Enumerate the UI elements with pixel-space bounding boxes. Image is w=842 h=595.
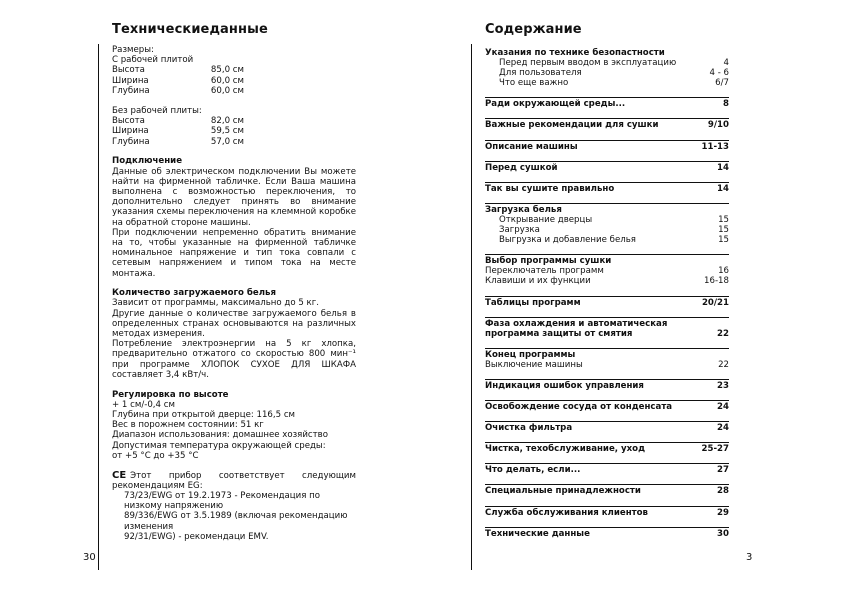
toc-entry-page: 22: [717, 328, 729, 339]
toc-section: [485, 296, 729, 317]
toc-entry-page: [723, 256, 729, 266]
toc-entry-label: Чистка, техобслуживание, уход: [485, 444, 646, 455]
ce-mark-icon: CE: [112, 469, 127, 481]
page-title: Техническиеданные: [112, 22, 268, 37]
connection-heading: Подключение: [112, 156, 183, 167]
toc-entry-page: 9/10: [707, 120, 729, 131]
without-top-rows: [112, 116, 356, 147]
toc-entry[interactable]: [485, 276, 729, 286]
dimension-label: Ширина: [112, 75, 149, 86]
toc-entry[interactable]: [485, 360, 729, 370]
dimension-row: [112, 137, 356, 147]
toc-entry-label: Таблицы программ: [485, 297, 581, 308]
with-top-rows: [112, 65, 356, 96]
dimension-value: 59,5 см: [210, 126, 244, 137]
dimension-value: 82,0 см: [210, 116, 244, 127]
toc-section: [485, 161, 729, 182]
toc-entry-label: Важные рекомендации для сушки: [485, 120, 659, 131]
right-page: [421, 0, 842, 595]
toc-entry-page: 8: [723, 99, 729, 110]
ce-item: 73/23/EWG от 19.2.1973 - Рекомендация по низкому напряжению: [124, 490, 321, 512]
connection-section: [112, 156, 356, 278]
toc-entry[interactable]: [485, 256, 729, 266]
dimensions-heading: Размеры:: [112, 45, 154, 55]
toc-entry-page: [723, 319, 729, 329]
dimension-value: 85,0 см: [210, 65, 244, 76]
toc-entry-page: 15: [718, 214, 729, 225]
toc-section: [485, 484, 729, 505]
toc-entry[interactable]: [485, 444, 729, 454]
toc-entry[interactable]: [485, 266, 729, 276]
toc-entry[interactable]: [485, 120, 729, 130]
ce-intro: [112, 471, 356, 491]
toc-entry-page: 15: [718, 235, 729, 246]
ce-item: 89/336/EWG от 3.5.1989 (включая рекомендацию изменения: [124, 511, 348, 532]
dimension-row: [112, 76, 356, 86]
toc-section: [485, 140, 729, 161]
toc-entry-label: Выключение машины: [485, 359, 583, 370]
toc-section: [485, 317, 729, 348]
toc-entry-label: Выгрузка и добавление белья: [499, 235, 636, 246]
toc-entry-label: Что делать, если...: [485, 465, 581, 476]
load-text-2: Другие данные о количестве загружаемого белья в определенных странах основываются на различных методах измерения.: [112, 308, 356, 340]
toc-section: [485, 118, 729, 139]
dimension-row: [112, 126, 356, 136]
toc-entry[interactable]: [485, 402, 729, 412]
toc-entry-label: Ради окружающей среды...: [485, 99, 626, 110]
dimension-row: [112, 86, 356, 96]
toc-entry-page: 28: [717, 486, 729, 497]
toc-entry-page: [723, 48, 729, 58]
toc-entry-page: 16: [718, 266, 729, 277]
height-adjust-section: [112, 390, 356, 461]
toc-entry-label: Индикация ошибок управления: [485, 380, 644, 391]
toc-entry[interactable]: [485, 58, 729, 68]
toc-entry-page: 4: [723, 58, 729, 69]
height-adjust-line: Глубина при открытой дверце: 116,5 см: [112, 410, 296, 420]
toc-entry-page: 20/21: [701, 297, 729, 308]
toc-entry[interactable]: [485, 78, 729, 88]
toc-entry[interactable]: [485, 225, 729, 235]
with-top-label: С рабочей плитой: [112, 55, 194, 66]
toc-entry-label: Фаза охлаждения и автоматическая: [485, 318, 668, 329]
toc-entry-label: программа защиты от смятия: [485, 328, 633, 339]
dimensions-section: [112, 45, 356, 147]
toc-entry-label: Специальные принадлежности: [485, 486, 641, 497]
toc-entry[interactable]: [485, 350, 729, 360]
toc-entry-label: Так вы сушите правильно: [485, 183, 615, 194]
dimension-row: [112, 65, 356, 75]
toc-entry[interactable]: [485, 142, 729, 152]
ce-intro-text: Этот прибор соответствует следующим рекомендациям EG:: [112, 470, 356, 491]
toc-entry-page: 27: [717, 465, 729, 476]
toc-entry[interactable]: [485, 184, 729, 194]
toc-entry-page: 23: [717, 380, 729, 391]
height-adjust-heading: Регулировка по высоте: [112, 389, 229, 400]
toc-entry-label: Переключатель программ: [485, 266, 604, 277]
toc-entry[interactable]: [485, 298, 729, 308]
toc-entry-page: 29: [717, 507, 729, 518]
toc-entry[interactable]: [485, 465, 729, 475]
toc-entry-label: Что еще важно: [499, 78, 569, 89]
load-section: [112, 288, 356, 380]
dimension-label: Глубина: [112, 136, 150, 147]
page-title: Содержание: [485, 22, 582, 37]
toc-entry-page: 14: [717, 183, 729, 194]
load-text-1: Зависит от программы, максимально до 5 кг.: [112, 298, 319, 309]
toc-entry-label: Освобождение сосуда от конденсата: [485, 402, 673, 413]
connection-text-2: При подключении непременно обратить внимание на то, чтобы указанные на фирменной табличке номинальное напряжение и тип тока совпали с сетевым напряжением и типом тока на месте монтажа.: [112, 227, 356, 279]
toc-entry-page: 6/7: [715, 78, 729, 89]
table-of-contents: [485, 47, 729, 548]
toc-entry-page: [723, 350, 729, 360]
toc-entry-page: 11-13: [701, 141, 729, 152]
toc-section: [485, 182, 729, 203]
toc-entry[interactable]: [485, 508, 729, 518]
toc-entry-page: 24: [717, 402, 729, 413]
toc-entry[interactable]: [485, 319, 729, 329]
page-number: 30: [83, 552, 96, 563]
toc-section: [485, 47, 729, 97]
toc-entry-page: [723, 205, 729, 215]
toc-entry[interactable]: [485, 529, 729, 539]
dimension-label: Глубина: [112, 85, 150, 96]
toc-section: [485, 463, 729, 484]
dimension-label: Высота: [112, 65, 145, 76]
load-heading: Количество загружаемого белья: [112, 288, 276, 299]
toc-entry-label: Загрузка: [499, 225, 540, 236]
toc-entry-label: Открывание дверцы: [499, 214, 593, 225]
height-adjust-line: + 1 см/-0,4 см: [112, 399, 175, 410]
toc-section: [485, 506, 729, 527]
dimension-label: Ширина: [112, 126, 149, 137]
load-text-3: Потребление электроэнергии на 5 кг хлопка, предварительно отжатого со скоростью 800 мин⁻¹ при программе ХЛОПОК СУХОЕ ДЛЯ ШКАФА составляет 3,4 кВт/ч.: [112, 339, 356, 380]
toc-section: [485, 203, 729, 254]
toc-section: [485, 400, 729, 421]
toc-entry-page: 14: [717, 162, 729, 173]
dimension-row: [112, 116, 356, 126]
toc-section: [485, 421, 729, 442]
toc-entry[interactable]: [485, 381, 729, 391]
toc-entry-page: 25-27: [701, 444, 729, 455]
dimension-label: Высота: [112, 116, 145, 127]
height-adjust-line: Диапазон использования: домашнее хозяйство: [112, 430, 328, 441]
toc-entry[interactable]: [485, 235, 729, 245]
tech-data-content: [112, 45, 356, 551]
toc-entry-label: Указания по технике безопастности: [485, 48, 665, 58]
vertical-rule: [98, 44, 99, 570]
toc-entry-page: 16-18: [704, 276, 729, 287]
toc-entry-page: 30: [717, 528, 729, 539]
toc-entry[interactable]: [485, 215, 729, 225]
toc-section: [485, 254, 729, 295]
toc-entry[interactable]: [485, 48, 729, 58]
toc-section: [485, 97, 729, 118]
toc-entry-page: 22: [718, 359, 729, 370]
toc-entry[interactable]: [485, 68, 729, 78]
page-number: 3: [746, 552, 753, 563]
toc-entry-label: Перед сушкой: [485, 162, 558, 173]
dimension-value: 60,0 см: [210, 85, 244, 96]
toc-entry[interactable]: [485, 205, 729, 215]
toc-entry-label: Служба обслуживания клиентов: [485, 507, 648, 518]
toc-entry[interactable]: [485, 423, 729, 433]
dimension-value: 57,0 см: [210, 136, 244, 147]
height-adjust-line: от +5 °C до +35 °C: [112, 450, 199, 461]
toc-entry[interactable]: [485, 163, 729, 173]
toc-entry-label: Выбор программы сушки: [485, 256, 612, 267]
toc-section: [485, 379, 729, 400]
toc-entry-page: 24: [717, 423, 729, 434]
ce-section: [112, 471, 356, 542]
toc-entry-label: Клавиши и их функции: [485, 276, 591, 287]
toc-entry-label: Конец программы: [485, 349, 576, 360]
toc-section: [485, 527, 729, 548]
ce-item: 92/31/EWG) - рекомендаци EMV.: [124, 531, 269, 542]
toc-entry-label: Для пользователя: [499, 68, 582, 79]
dimension-value: 60,0 см: [210, 75, 244, 86]
toc-entry-label: Технические данные: [485, 528, 590, 539]
toc-entry-page: 4 - 6: [709, 68, 729, 79]
toc-entry[interactable]: [485, 329, 729, 339]
toc-entry[interactable]: [485, 486, 729, 496]
without-top-label: Без рабочей плиты:: [112, 106, 202, 117]
toc-entry-label: Очистка фильтра: [485, 423, 573, 434]
toc-entry-page: 15: [718, 225, 729, 236]
toc-entry-label: Перед первым вводом в эксплуатацию: [499, 58, 677, 69]
toc-section: [485, 348, 729, 379]
height-adjust-line: Допустимая температура окружающей среды:: [112, 440, 326, 451]
height-adjust-line: Вес в порожнем состоянии: 51 кг: [112, 420, 264, 431]
vertical-rule: [471, 44, 472, 570]
toc-entry-label: Загрузка белья: [485, 204, 562, 215]
toc-entry-label: Описание машины: [485, 141, 578, 152]
connection-text-1: Данные об электрическом подключении Вы можете найти на фирменной табличке. Если Ваша машина выполнена с возможностью переключения, то дополнительно следует принять во внимание указания схемы переключения на клеммной коробке на обратной стороне машины.: [112, 166, 356, 228]
toc-section: [485, 442, 729, 463]
toc-entry[interactable]: [485, 99, 729, 109]
